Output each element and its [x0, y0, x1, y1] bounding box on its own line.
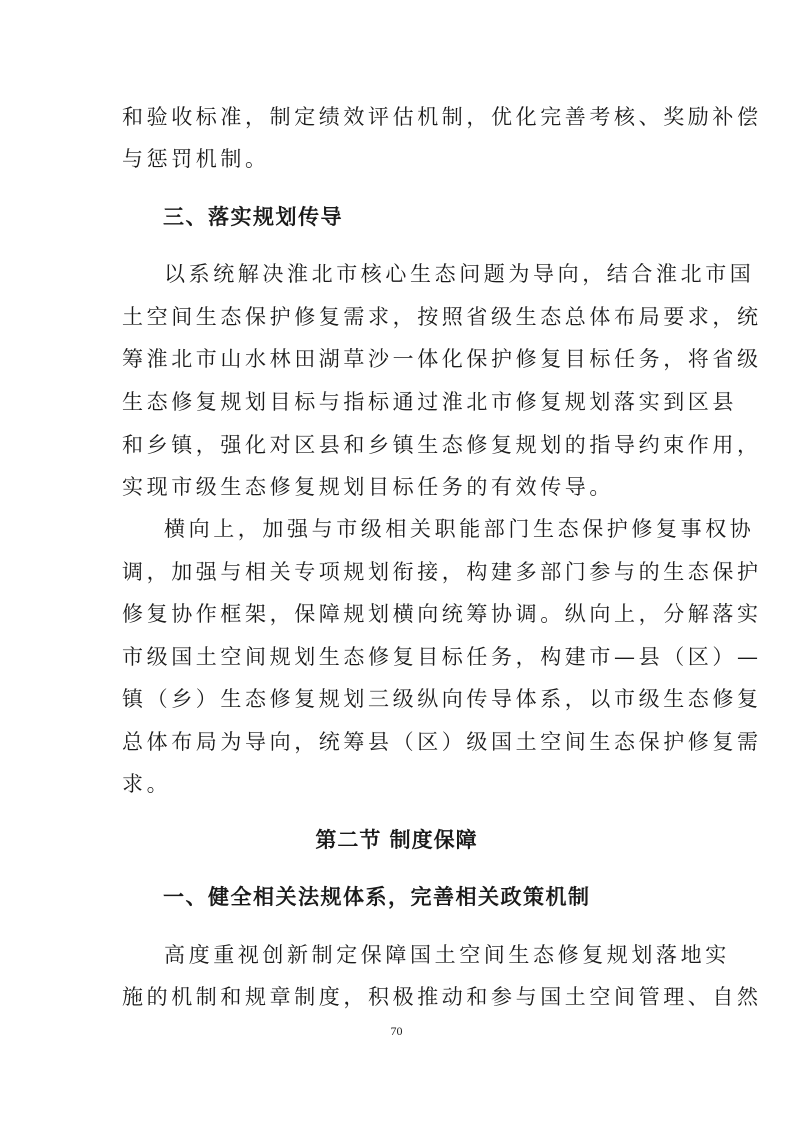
paragraph-line: 市级国土空间规划生态修复目标任务，构建市—县（区）—	[122, 645, 762, 669]
paragraph-line: 与惩罚机制。	[122, 147, 270, 171]
paragraph-line: 土空间生态保护修复需求，按照省级生态总体布局要求，统	[122, 305, 762, 329]
paragraph-line: 生态修复规划目标与指标通过淮北市修复规划落实到区县	[122, 390, 737, 414]
paragraph-line: 筹淮北市山水林田湖草沙一体化保护修复目标任务，将省级	[122, 347, 762, 371]
paragraph-line: 横向上，加强与市级相关职能部门生态保护修复事权协	[164, 517, 755, 541]
paragraph-line: 求。	[122, 772, 172, 796]
paragraph-line: 总体布局为导向，统筹县（区）级国土空间生态保护修复需	[122, 730, 762, 754]
paragraph-line: 施的机制和规章制度，积极推动和参与国土空间管理、自然	[122, 985, 762, 1009]
paragraph-line: 调，加强与相关专项规划衔接，构建多部门参与的生态保护	[122, 560, 762, 584]
paragraph-line: 和乡镇，强化对区县和乡镇生态修复规划的指导约束作用，	[122, 433, 762, 457]
paragraph-line: 以系统解决淮北市核心生态问题为导向，结合淮北市国	[164, 262, 755, 286]
paragraph-line: 高度重视创新制定保障国土空间生态修复规划落地实	[164, 943, 730, 967]
page-number: 70	[390, 1024, 403, 1038]
paragraph-line: 和验收标准，制定绩效评估机制，优化完善考核、奖励补偿	[122, 105, 762, 129]
paragraph-line: 镇（乡）生态修复规划三级纵向传导体系，以市级生态修复	[122, 687, 762, 711]
paragraph-line: 修复协作框架，保障规划横向统筹协调。纵向上，分解落实	[122, 602, 762, 626]
paragraph-line: 实现市级生态修复规划目标任务的有效传导。	[122, 475, 614, 499]
section-title: 第二节 制度保障	[315, 827, 478, 852]
subsection-heading: 三、落实规划传导	[163, 204, 343, 229]
subsection-heading: 一、健全相关法规体系，完善相关政策机制	[163, 884, 591, 909]
